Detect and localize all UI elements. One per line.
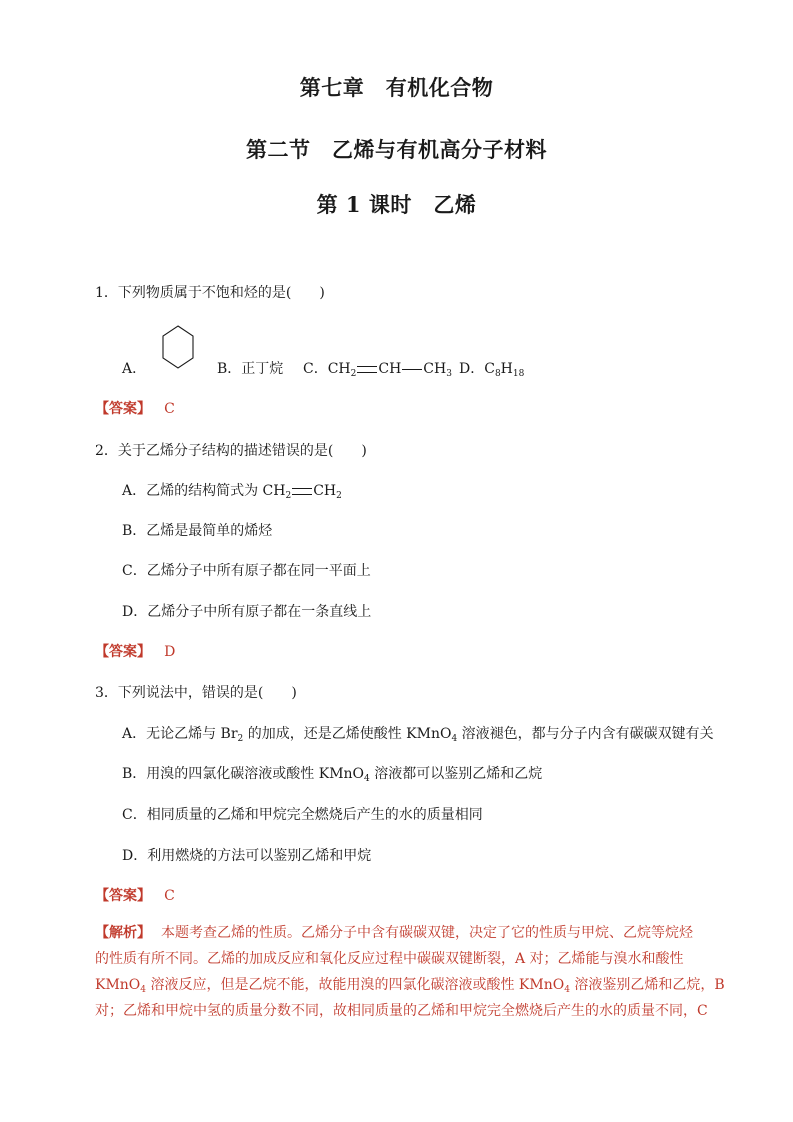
q1-d-sub2: 18 bbox=[512, 369, 525, 379]
lesson-title: 第 1 课时 乙烯 bbox=[316, 192, 477, 217]
q3-explanation bbox=[95, 920, 725, 1024]
answer-label: 【答案】 bbox=[95, 401, 151, 417]
q3-a-part3: 溶液褪色，都与分子内含有碳碳双键有关 bbox=[457, 726, 714, 742]
exp3-b: 溶液反应，但是乙烷不能，故能用溴的四氯化碳溶液或酸性 KMnO bbox=[146, 977, 565, 993]
q2-option-b: B．乙烯是最简单的烯烃 bbox=[122, 523, 273, 539]
q3-a-part1: A．无论乙烯与 Br bbox=[122, 726, 238, 742]
q3-b-part2: 溶液都可以鉴别乙烯和乙烷 bbox=[369, 766, 543, 782]
q1-c-end: CH bbox=[423, 361, 447, 377]
q2-option-d: D．乙烯分子中所有原子都在一条直线上 bbox=[122, 604, 372, 620]
q2-option-c: C．乙烯分子中所有原子都在同一平面上 bbox=[122, 563, 371, 579]
explanation-line-4: 对；乙烯和甲烷中氢的质量分数不同，故相同质量的乙烯和甲烷完全燃烧后产生的水的质量不同，C bbox=[95, 1003, 708, 1019]
q1-d-prefix: D．C bbox=[459, 361, 495, 377]
exp3-c: 溶液鉴别乙烯和乙烷，B bbox=[569, 977, 725, 993]
explanation-line-2: 的性质有所不同。乙烯的加成反应和氧化反应过程中碳碳双键断裂，A 对；乙烯能与溴水和酸性 bbox=[95, 951, 684, 967]
question-2-stem: 2．关于乙烯分子结构的描述错误的是( ) bbox=[95, 443, 367, 459]
q3-b-sub: 4 bbox=[364, 774, 370, 784]
q3-option-a bbox=[122, 723, 714, 743]
question-3-stem: 3．下列说法中，错误的是( ) bbox=[95, 685, 297, 701]
answer-value: D bbox=[164, 644, 176, 660]
exp3-a: KMnO bbox=[95, 977, 141, 993]
chapter-title: 第七章 有机化合物 bbox=[299, 75, 494, 100]
q3-a-sub2: 4 bbox=[451, 734, 458, 744]
q2-a-prefix: A．乙烯的结构简式为 CH bbox=[122, 483, 286, 499]
q1-option-d bbox=[459, 358, 524, 378]
answer-label: 【答案】 bbox=[95, 644, 151, 660]
q3-answer bbox=[95, 885, 175, 905]
q1-option-c bbox=[303, 358, 452, 378]
q2-answer bbox=[95, 641, 175, 661]
answer-value: C bbox=[164, 888, 175, 904]
explanation-label: 【解析】 bbox=[95, 925, 151, 941]
q1-answer bbox=[95, 398, 175, 418]
q3-option-b bbox=[122, 763, 542, 783]
q2-a-end: CH bbox=[313, 483, 337, 499]
q1-c-sub1: 2 bbox=[350, 369, 357, 379]
explanation-line-1 bbox=[95, 920, 705, 946]
answer-value: C bbox=[164, 401, 175, 417]
answer-label: 【答案】 bbox=[95, 888, 151, 904]
explanation-text-1: 本题考查乙烯的性质。乙烯分子中含有碳碳双键，决定了它的性质与甲烷、乙烷等烷烃 bbox=[161, 925, 693, 941]
q1-d-sub1: 8 bbox=[494, 369, 501, 379]
q3-option-d: D．利用燃烧的方法可以鉴别乙烯和甲烷 bbox=[122, 848, 372, 864]
q2-a-sub: 2 bbox=[285, 491, 292, 501]
q3-option-c: C．相同质量的乙烯和甲烷完全燃烧后产生的水的质量相同 bbox=[122, 807, 483, 823]
exp3-sub: 4 bbox=[140, 985, 147, 995]
single-bond-icon bbox=[402, 369, 422, 370]
q1-d-mid: H bbox=[500, 361, 513, 377]
q1-option-b: B．正丁烷 bbox=[217, 361, 284, 377]
section-title: 第二节 乙烯与有机高分子材料 bbox=[246, 137, 547, 162]
q3-a-sub1: 2 bbox=[237, 734, 244, 744]
double-bond-icon bbox=[292, 488, 312, 495]
q2-option-a bbox=[122, 480, 342, 500]
q1-option-a-label: A． bbox=[122, 361, 147, 377]
q1-c-prefix: C．CH bbox=[303, 361, 351, 377]
q2-a-sub2: 2 bbox=[336, 491, 342, 501]
explanation-line-3 bbox=[95, 972, 725, 998]
q1-c-mid: CH bbox=[378, 361, 402, 377]
cyclohexane-structure-icon bbox=[160, 324, 196, 370]
q1-c-sub2: 3 bbox=[446, 369, 452, 379]
q3-b-part1: B．用溴的四氯化碳溶液或酸性 KMnO bbox=[122, 766, 365, 782]
q3-a-part2: 的加成，还是乙烯使酸性 KMnO bbox=[243, 726, 452, 742]
exp3-sub2: 4 bbox=[564, 985, 570, 995]
double-bond-icon bbox=[357, 366, 377, 373]
question-1-stem: 1．下列物质属于不饱和烃的是( ) bbox=[95, 285, 325, 301]
